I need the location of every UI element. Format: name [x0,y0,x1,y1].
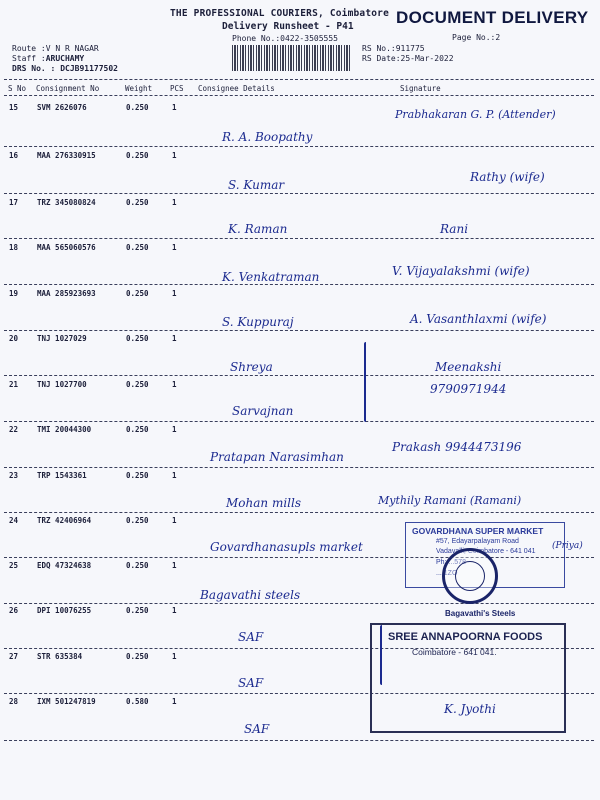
row-weight: 0.250 [126,334,149,343]
row-consignment: MAA 276330915 [37,151,96,160]
row-divider [4,284,594,285]
row-signature: Rani [440,222,469,236]
rs-date: RS Date:25-Mar-2022 [362,54,454,63]
drs-number [12,64,118,73]
row-signature: (Priya) [552,541,583,551]
row-consignee: Govardhanasupls market [210,540,363,554]
staff-value: ARUCHAMY [45,54,85,63]
document-delivery-stamp: DOCUMENT DELIVERY [396,8,589,27]
row-consignee: S. Kumar [228,178,285,192]
row-signature: Prakash 9944473196 [392,440,522,454]
row-divider [4,603,594,604]
foods-stamp-title: SREE ANNAPOORNA FOODS [388,631,543,643]
row-divider [4,512,594,513]
row-weight: 0.250 [126,516,149,525]
row-divider [4,740,594,741]
row-pcs: 1 [172,697,177,706]
row-consignee: Mohan mills [226,496,301,510]
row-pcs: 1 [172,516,177,525]
row-consignment: TRZ 345080824 [37,198,96,207]
row-sno: 18 [9,243,19,252]
row-weight: 0.250 [126,471,149,480]
row-consignment: TNJ 1027029 [37,334,87,343]
foods-stamp-city: Coimbatore - 641 041. [412,647,497,657]
row-weight: 0.250 [126,289,149,298]
col-sno: S No [8,84,27,93]
row-pcs: 1 [172,471,177,480]
row-weight: 0.250 [126,243,149,252]
row-weight: 0.250 [126,561,149,570]
staff [12,54,84,63]
row-consignment: TMI 20044300 [37,425,92,434]
header-bottom-rule [4,95,594,96]
row-consignee: R. A. Boopathy [222,130,313,144]
row-sno: 21 [9,380,19,389]
drs-value: DCJB91177502 [60,64,118,73]
row-consignee: K. Venkatraman [222,270,320,284]
row-divider [4,330,594,331]
row-pcs: 1 [172,103,177,112]
row-weight: 0.250 [126,198,149,207]
barcode [232,45,352,71]
steels-round-seal [442,548,516,618]
row-sno: 28 [9,697,19,706]
seal-text: Bagavathi's Steels [445,609,516,618]
row-divider [4,467,594,468]
row-consignment: MAA 285923693 [37,289,96,298]
row-pcs: 1 [172,243,177,252]
row-divider [4,238,594,239]
seal-inner-ring [455,561,485,591]
row-signature: Prabhakaran G. P. (Attender) [395,108,556,121]
header-top-rule [4,79,594,80]
row-sno: 26 [9,606,19,615]
market-stamp-city: Vadavalli, Coimbatore - 641 041 [436,548,536,555]
drs-label: DRS No. : [12,64,56,73]
row-signature: K. Jyothi [444,702,496,716]
row-pcs: 1 [172,561,177,570]
row-weight: 0.250 [126,151,149,160]
row-consignee: SAF [238,630,264,644]
row-divider [4,375,594,376]
row-signature: Meenakshi [435,360,502,374]
row-sno: 20 [9,334,19,343]
row-weight: 0.250 [126,652,149,661]
row-pcs: 1 [172,198,177,207]
row-pcs: 1 [172,652,177,661]
row-signature: A. Vasanthlaxmi (wife) [410,312,547,326]
market-stamp-phone: Ph: ...578 [436,559,466,566]
row-sno: 19 [9,289,19,298]
row-sno: 25 [9,561,19,570]
row-sno: 17 [9,198,19,207]
row-consignment: IXM 501247819 [37,697,96,706]
col-pcs: PCS [170,84,184,93]
rs-number: RS No.:911775 [362,44,425,53]
market-stamp-address: #57, Edayarpalayam Road [436,538,519,545]
row-consignment: SVM 2626076 [37,103,87,112]
row-divider [4,421,594,422]
row-consignee: SAF [238,676,264,690]
row-signature: V. Vijayalakshmi (wife) [392,264,530,278]
row-pcs: 1 [172,289,177,298]
market-stamp-title: GOVARDHANA SUPER MARKET [412,526,544,536]
row-sno: 16 [9,151,19,160]
row-signature: 9790971944 [430,382,507,396]
col-consignment: Consignment No [36,84,100,93]
row-weight: 0.250 [126,425,149,434]
row-consignee: SAF [244,722,270,736]
company-title: THE PROFESSIONAL COURIERS, Coimbatore [170,8,390,19]
row-consignment: TRZ 42406964 [37,516,92,525]
row-consignee: Bagavathi steels [200,588,301,602]
row-sno: 22 [9,425,19,434]
row-consignment: TNJ 1027700 [37,380,87,389]
row-weight: 0.250 [126,103,149,112]
market-stamp-extra: ... 1ZO [436,570,458,577]
col-weight: Weight [125,84,153,93]
row-consignment: MAA 565060576 [37,243,96,252]
route: Route :V N R NAGAR [12,44,99,53]
row-signature: Rathy (wife) [470,170,545,184]
row-pcs: 1 [172,380,177,389]
row-consignment: TRP 1543361 [37,471,87,480]
row-consignment: EDQ 47324638 [37,561,92,570]
row-consignee: K. Raman [228,222,288,236]
row-signature: Mythily Ramani (Ramani) [378,494,522,507]
foods-stamp [370,623,566,733]
row-consignee: S. Kuppuraj [222,315,294,329]
row-weight: 0.580 [126,697,149,706]
col-signature: Signature [400,84,441,93]
row-consignee: Shreya [230,360,273,374]
staff-label: Staff : [12,54,46,63]
row-consignment: STR 635384 [37,652,83,661]
row-consignee: Sarvajnan [232,404,294,418]
col-consignee: Consignee Details [198,84,275,93]
row-sno: 23 [9,471,19,480]
row-consignee: Pratapan Narasimhan [210,450,344,464]
row-sno: 15 [9,103,19,112]
row-pcs: 1 [172,606,177,615]
row-pcs: 1 [172,334,177,343]
row-pcs: 1 [172,425,177,434]
bracket-mark [364,342,372,422]
row-sno: 27 [9,652,19,661]
row-divider [4,193,594,194]
page-number: Page No.:2 [452,33,501,42]
phone-number: Phone No.:0422-3505555 [232,34,338,43]
runsheet-title: Delivery Runsheet - P41 [222,21,354,32]
row-sno: 24 [9,516,19,525]
row-weight: 0.250 [126,380,149,389]
row-consignment: DPI 10076255 [37,606,92,615]
row-pcs: 1 [172,151,177,160]
row-weight: 0.250 [126,606,149,615]
row-divider [4,146,594,147]
